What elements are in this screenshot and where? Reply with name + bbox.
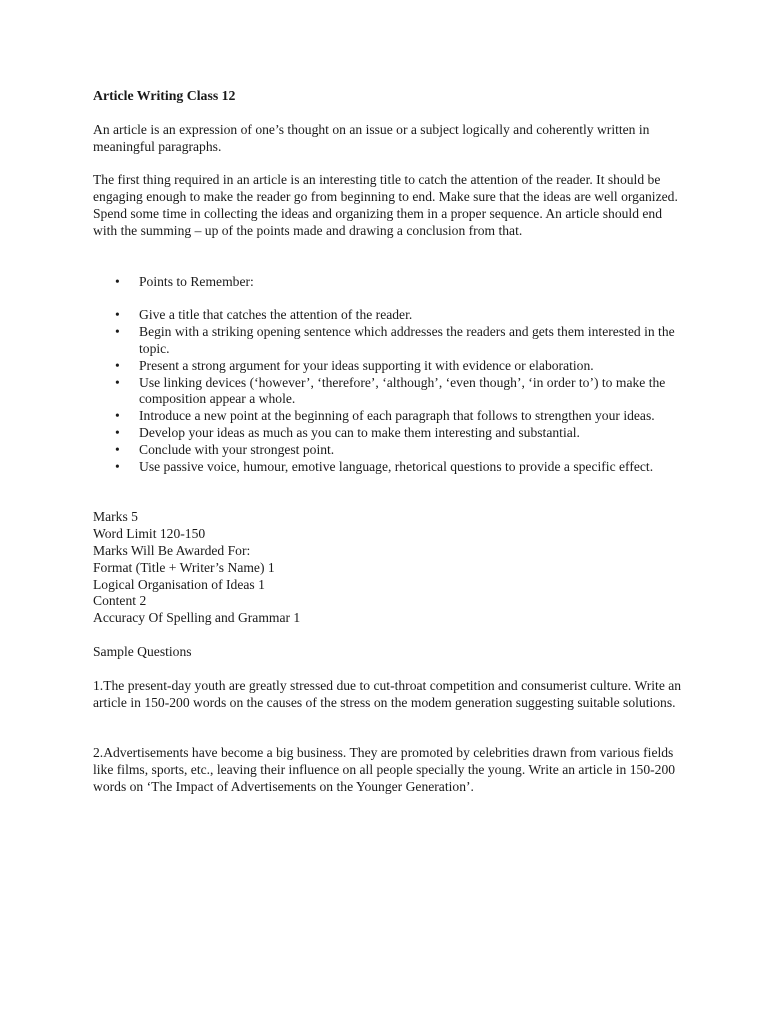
points-heading-item xyxy=(93,274,683,291)
list-item xyxy=(93,459,683,476)
point-text: Develop your ideas as much as you can to make them interesting and substantial. xyxy=(139,424,580,440)
sample-question-2: 2.Advertisements have become a big business. They are promoted by celebrities drawn from various fields like films, sports, etc., leaving their influence on all people specially the young. Write an article in 150-200 words on ‘The Impact of Advertisements on the Younger Generation’. xyxy=(93,745,676,794)
list-item xyxy=(93,324,683,358)
bullet-icon: • xyxy=(115,424,120,440)
sample-question-1: 1.The present-day youth are greatly stressed due to cut-throat competition and consumerist culture. Write an article in 150-200 words on the causes of the stress on the modem generation suggesting suitable solutions. xyxy=(93,677,682,710)
marks-line: Content 2 xyxy=(93,593,147,609)
bullet-icon: • xyxy=(115,273,120,289)
bullet-icon: • xyxy=(115,307,120,323)
list-item xyxy=(93,375,683,409)
list-item xyxy=(93,307,683,324)
marks-line: Word Limit 120-150 xyxy=(93,526,206,542)
point-text: Conclude with your strongest point. xyxy=(139,441,335,457)
bullet-icon: • xyxy=(115,357,120,373)
sample-questions-heading: Sample Questions xyxy=(93,643,192,659)
document-page xyxy=(93,88,683,796)
list-item xyxy=(93,358,683,375)
point-text: Begin with a striking opening sentence which addresses the readers and gets them interested in the topic. xyxy=(139,324,675,356)
points-heading: Points to Remember: xyxy=(139,273,254,289)
points-list xyxy=(93,307,683,475)
list-item xyxy=(93,442,683,459)
bullet-icon: • xyxy=(115,374,120,390)
list-item xyxy=(93,408,683,425)
bullet-icon: • xyxy=(115,441,120,457)
marks-line: Marks Will Be Awarded For: xyxy=(93,542,251,558)
marks-line: Accuracy Of Spelling and Grammar 1 xyxy=(93,610,301,626)
point-text: Use passive voice, humour, emotive language, rhetorical questions to provide a specific effect. xyxy=(139,458,654,474)
point-text: Present a strong argument for your ideas supporting it with evidence or elaboration. xyxy=(139,357,594,373)
bullet-icon: • xyxy=(115,458,120,474)
marks-block xyxy=(93,509,683,627)
marks-line: Marks 5 xyxy=(93,509,138,525)
marks-line: Format (Title + Writer’s Name) 1 xyxy=(93,559,275,575)
document-title: Article Writing Class 12 xyxy=(93,88,236,103)
point-text: Use linking devices (‘however’, ‘therefore’, ‘although’, ‘even though’, ‘in order to’) to make the composition appear a whole. xyxy=(139,374,666,407)
bullet-icon: • xyxy=(115,324,120,340)
point-text: Introduce a new point at the beginning of each paragraph that follows to strengthen your ideas. xyxy=(139,408,655,424)
guidance-paragraph: The first thing required in an article is an interesting title to catch the attention of the reader. It should be engaging enough to make the reader go from beginning to end. Make sure that the ideas are well organized. Spend some time in collecting the ideas and organizing them in a proper sequence. An article should end with the summing – up of the points made and drawing a conclusion from that. xyxy=(93,172,678,238)
points-heading-list xyxy=(93,274,683,291)
bullet-icon: • xyxy=(115,408,120,424)
intro-paragraph: An article is an expression of one’s thought on an issue or a subject logically and coherently written in meaningful paragraphs. xyxy=(93,121,650,154)
list-item xyxy=(93,425,683,442)
marks-line: Logical Organisation of Ideas 1 xyxy=(93,576,265,592)
point-text: Give a title that catches the attention of the reader. xyxy=(139,307,413,323)
